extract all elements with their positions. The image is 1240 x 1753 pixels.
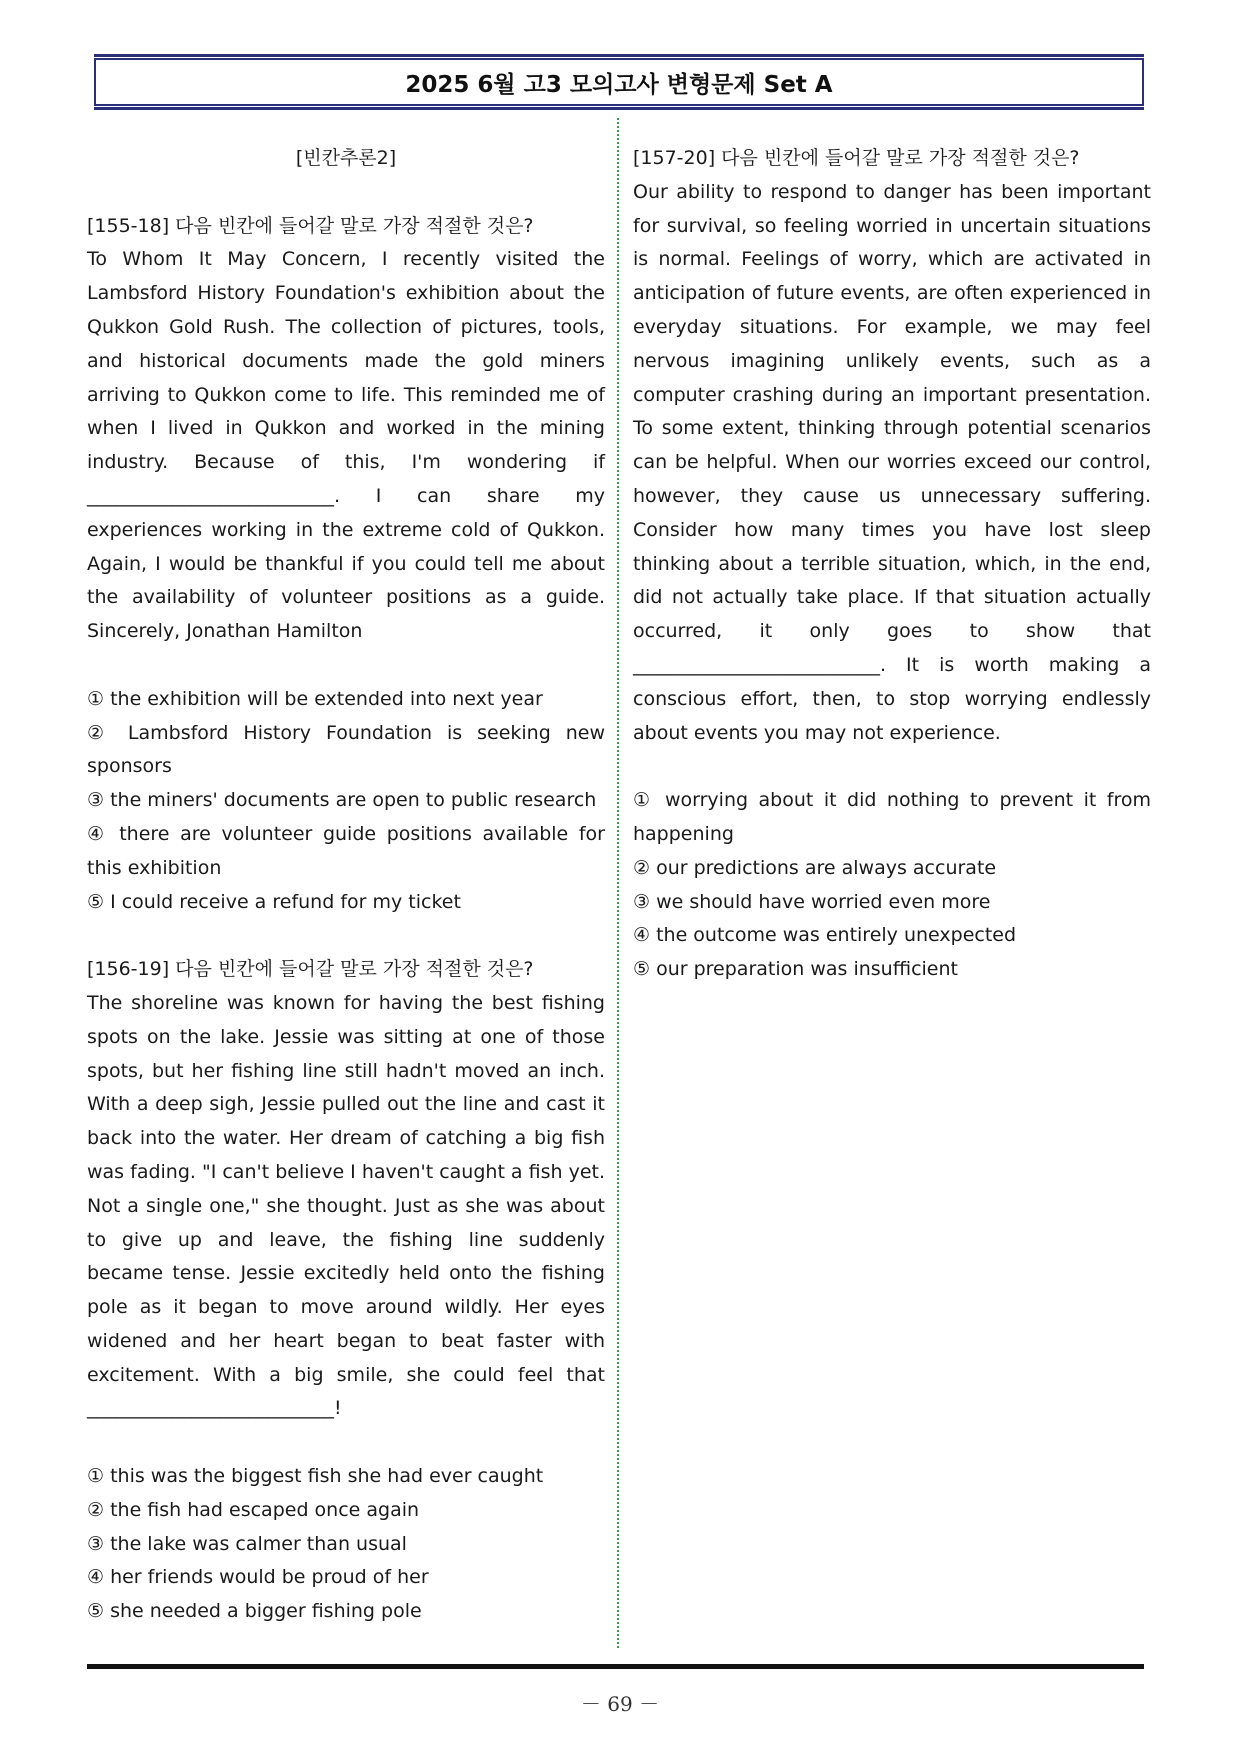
question-156-option-2: ② the fish had escaped once again <box>87 1498 420 1521</box>
question-157-option-5: ⑤ our preparation was insufficient <box>633 958 958 981</box>
question-155-option-3: ③ the miners' documents are open to public research <box>87 789 597 812</box>
page-number: － 69 － <box>580 1692 660 1716</box>
question-157-option-3: ③ we should have worried even more <box>633 890 991 913</box>
left-column <box>87 142 605 1629</box>
column-divider <box>617 118 619 1648</box>
question-155-option-5: ⑤ I could receive a refund for my ticket <box>87 890 461 913</box>
right-column <box>633 142 1151 987</box>
question-155-prompt: [155-18] 다음 빈칸에 들어갈 말로 가장 적절한 것은? <box>87 214 534 237</box>
question-157-option-1: ① worrying about it did nothing to prevent it from happening <box>633 789 1151 845</box>
question-156-passage: The shoreline was known for having the best fishing spots on the lake. Jessie was sitting at one of those spots, but her fishing line still hadn't moved an inch. With a deep sigh, Jessie pulled out the line and cast it back into the water. Her dream of catching a big fish was fading. "I can't believe I haven't caught a fish yet. Not a single one," she thought. Just as she was about to give up and leave, the fishing line suddenly became tense. Jessie excitedly held onto the fishing pole as it began to move around wildly. Her eyes widened and her heart began to beat faster with excitement. With a big smile, she could feel that __________________________! <box>87 991 605 1420</box>
question-156-option-5: ⑤ she needed a bigger fishing pole <box>87 1600 422 1623</box>
question-157-passage: Our ability to respond to danger has been important for survival, so feeling worried in uncertain situations is normal. Feelings of worry, which are activated in anticipation of future events, are often experienced in everyday situations. For example, we may feel nervous imagining unlikely events, such as a computer crashing during an important presentation. To some extent, thinking through potential scenarios can be helpful. When our worries exceed our control, however, they cause us unnecessary suffering. Consider how many times you have lost sleep thinking about a terrible situation, which, in the end, did not actually take place. If that situation actually occurred, it only goes to show that __________________________. It is worth making a conscious effort, then, to stop worrying endlessly about events you may not experience. <box>633 180 1151 744</box>
question-157-option-4: ④ the outcome was entirely unexpected <box>633 924 1017 947</box>
section-tag: [빈칸추론2] <box>295 147 397 169</box>
question-156-prompt: [156-19] 다음 빈칸에 들어갈 말로 가장 적절한 것은? <box>87 958 534 981</box>
question-155-passage: To Whom It May Concern, I recently visited the Lambsford History Foundation's exhibition about the Qukkon Gold Rush. The collection of pictures, tools, and historical documents made the gold miners arriving to Qukkon come to life. This reminded me of when I lived in Qukkon and worked in the mining industry. Because of this, I'm wondering if __________________________. I can share my experiences working in the extreme cold of Qukkon. Again, I would be thankful if you could tell me about the availability of volunteer positions as a guide. Sincerely, Jonathan Hamilton <box>87 248 605 643</box>
footer-rule <box>87 1664 1144 1669</box>
question-155-option-1: ① the exhibition will be extended into next year <box>87 687 543 710</box>
page-title: 2025 6월 고3 모의고사 변형문제 Set A <box>94 58 1144 106</box>
question-157-prompt: [157-20] 다음 빈칸에 들어갈 말로 가장 적절한 것은? <box>633 147 1080 169</box>
question-156-option-4: ④ her friends would be proud of her <box>87 1566 429 1589</box>
question-156-option-3: ③ the lake was calmer than usual <box>87 1532 407 1555</box>
question-155-option-4: ④ there are volunteer guide positions available for this exhibition <box>87 822 605 879</box>
question-156-option-1: ① this was the biggest fish she had ever caught <box>87 1465 544 1488</box>
question-155-option-2: ② Lambsford History Foundation is seeking new sponsors <box>87 721 605 778</box>
question-157-option-2: ② our predictions are always accurate <box>633 856 997 879</box>
